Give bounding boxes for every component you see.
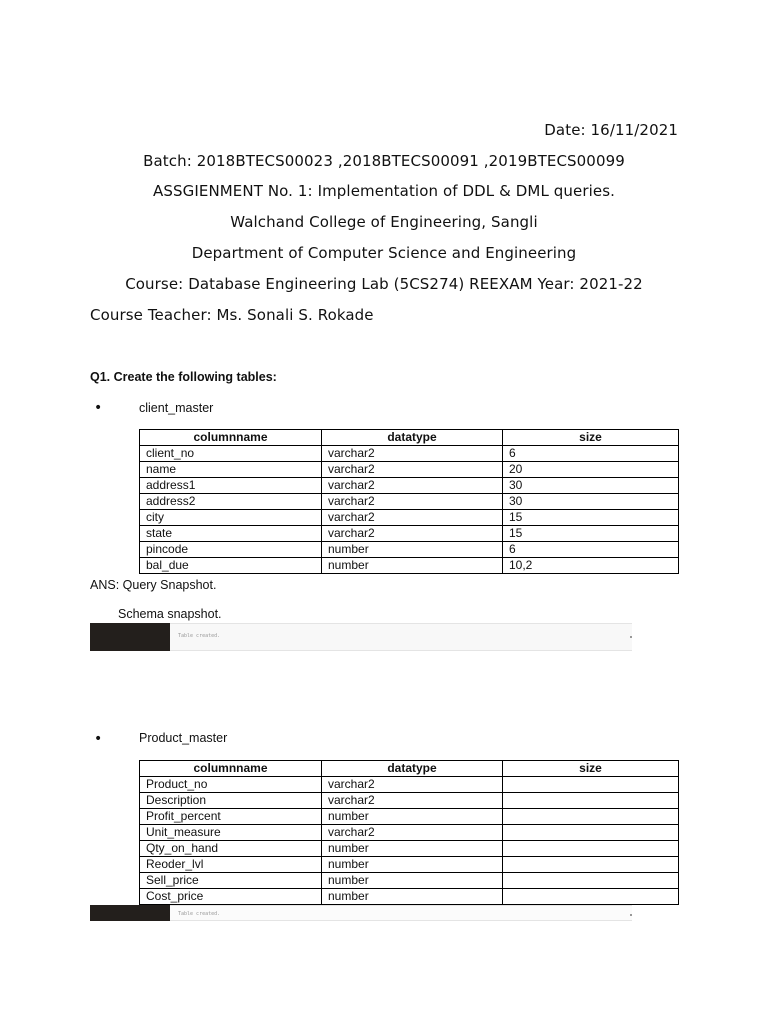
table-name-client-master: client_master <box>139 401 214 415</box>
table-cell: varchar2 <box>322 462 503 478</box>
table-cell: 15 <box>503 510 679 526</box>
client-master-table <box>139 429 679 574</box>
department-name: Department of Computer Science and Engineering <box>191 244 577 262</box>
table-row <box>140 510 679 526</box>
snapshot-console-panel <box>170 623 632 651</box>
table-cell: varchar2 <box>322 825 503 841</box>
table-cell: 20 <box>503 462 679 478</box>
product-master-table <box>139 760 679 905</box>
table-cell <box>503 793 679 809</box>
table-cell: Qty_on_hand <box>140 841 322 857</box>
table-cell: Product_no <box>140 777 322 793</box>
answer-label: ANS: Query Snapshot. <box>90 578 217 592</box>
table-cell: city <box>140 510 322 526</box>
table-cell: 6 <box>503 542 679 558</box>
table-row <box>140 793 679 809</box>
column-header: columnname <box>140 761 322 777</box>
snapshot-output-text: Table created. <box>178 633 221 639</box>
table-cell: varchar2 <box>322 777 503 793</box>
schema-snapshot-image-2 <box>90 905 632 921</box>
table-cell: 6 <box>503 446 679 462</box>
column-header: size <box>503 430 679 446</box>
table-row <box>140 777 679 793</box>
table-cell: varchar2 <box>322 494 503 510</box>
table-row <box>140 494 679 510</box>
table-row <box>140 446 679 462</box>
table-row <box>140 478 679 494</box>
table-cell <box>503 777 679 793</box>
table-cell: 30 <box>503 478 679 494</box>
table-cell: Description <box>140 793 322 809</box>
table-row <box>140 526 679 542</box>
table-cell: Cost_price <box>140 889 322 905</box>
snapshot-output-text: Table created. <box>178 911 221 917</box>
table-cell: pincode <box>140 542 322 558</box>
table-cell: number <box>322 841 503 857</box>
bullet-product-master: • <box>94 731 103 747</box>
table-cell: number <box>322 558 503 574</box>
table-row <box>140 873 679 889</box>
column-header: size <box>503 761 679 777</box>
table-row <box>140 462 679 478</box>
snapshot-dark-panel <box>90 905 170 921</box>
table-header-row <box>140 430 679 446</box>
table-row <box>140 889 679 905</box>
table-header-row <box>140 761 679 777</box>
table-row <box>140 809 679 825</box>
teacher-line: Course Teacher: Ms. Sonali S. Rokade <box>90 306 374 324</box>
table-cell <box>503 873 679 889</box>
table-cell: number <box>322 889 503 905</box>
table-cell: 15 <box>503 526 679 542</box>
table-cell: Reoder_lvl <box>140 857 322 873</box>
table-cell: 10,2 <box>503 558 679 574</box>
table-row <box>140 841 679 857</box>
table-cell: address1 <box>140 478 322 494</box>
table-row <box>140 542 679 558</box>
table-cell: number <box>322 873 503 889</box>
bullet-client-master: • <box>94 400 103 416</box>
table-cell <box>503 889 679 905</box>
snapshot-console-panel <box>170 905 632 921</box>
table-row <box>140 558 679 574</box>
batch-line: Batch: 2018BTECS00023 ,2018BTECS00091 ,2019BTECS00099 <box>143 152 625 170</box>
table-cell: number <box>322 809 503 825</box>
schema-snapshot-image <box>90 623 632 651</box>
question-title: Q1. Create the following tables: <box>90 370 277 384</box>
table-cell <box>503 809 679 825</box>
column-header: datatype <box>322 761 503 777</box>
schema-label: Schema snapshot. <box>118 607 222 621</box>
table-cell: client_no <box>140 446 322 462</box>
table-cell <box>503 857 679 873</box>
date-line: Date: 16/11/2021 <box>544 121 678 139</box>
table-cell: number <box>322 857 503 873</box>
column-header: datatype <box>322 430 503 446</box>
table-cell: Profit_percent <box>140 809 322 825</box>
table-cell: varchar2 <box>322 526 503 542</box>
table-row <box>140 825 679 841</box>
table-cell <box>503 841 679 857</box>
table-row <box>140 857 679 873</box>
table-cell: varchar2 <box>322 446 503 462</box>
assignment-title: ASSGIENMENT No. 1: Implementation of DDL & DML queries. <box>153 182 615 200</box>
course-line: Course: Database Engineering Lab (5CS274) REEXAM Year: 2021-22 <box>125 275 643 293</box>
column-header: columnname <box>140 430 322 446</box>
table-cell: name <box>140 462 322 478</box>
college-name: Walchand College of Engineering, Sangli <box>230 213 538 231</box>
snapshot-marker <box>630 914 632 916</box>
table-cell: bal_due <box>140 558 322 574</box>
table-cell: number <box>322 542 503 558</box>
table-cell: varchar2 <box>322 793 503 809</box>
table-cell: 30 <box>503 494 679 510</box>
table-cell: varchar2 <box>322 478 503 494</box>
snapshot-dark-panel <box>90 623 170 651</box>
table-cell <box>503 825 679 841</box>
snapshot-marker <box>630 636 632 638</box>
table-cell: state <box>140 526 322 542</box>
table-cell: varchar2 <box>322 510 503 526</box>
table-cell: Unit_measure <box>140 825 322 841</box>
table-cell: Sell_price <box>140 873 322 889</box>
table-name-product-master: Product_master <box>139 731 228 745</box>
table-cell: address2 <box>140 494 322 510</box>
